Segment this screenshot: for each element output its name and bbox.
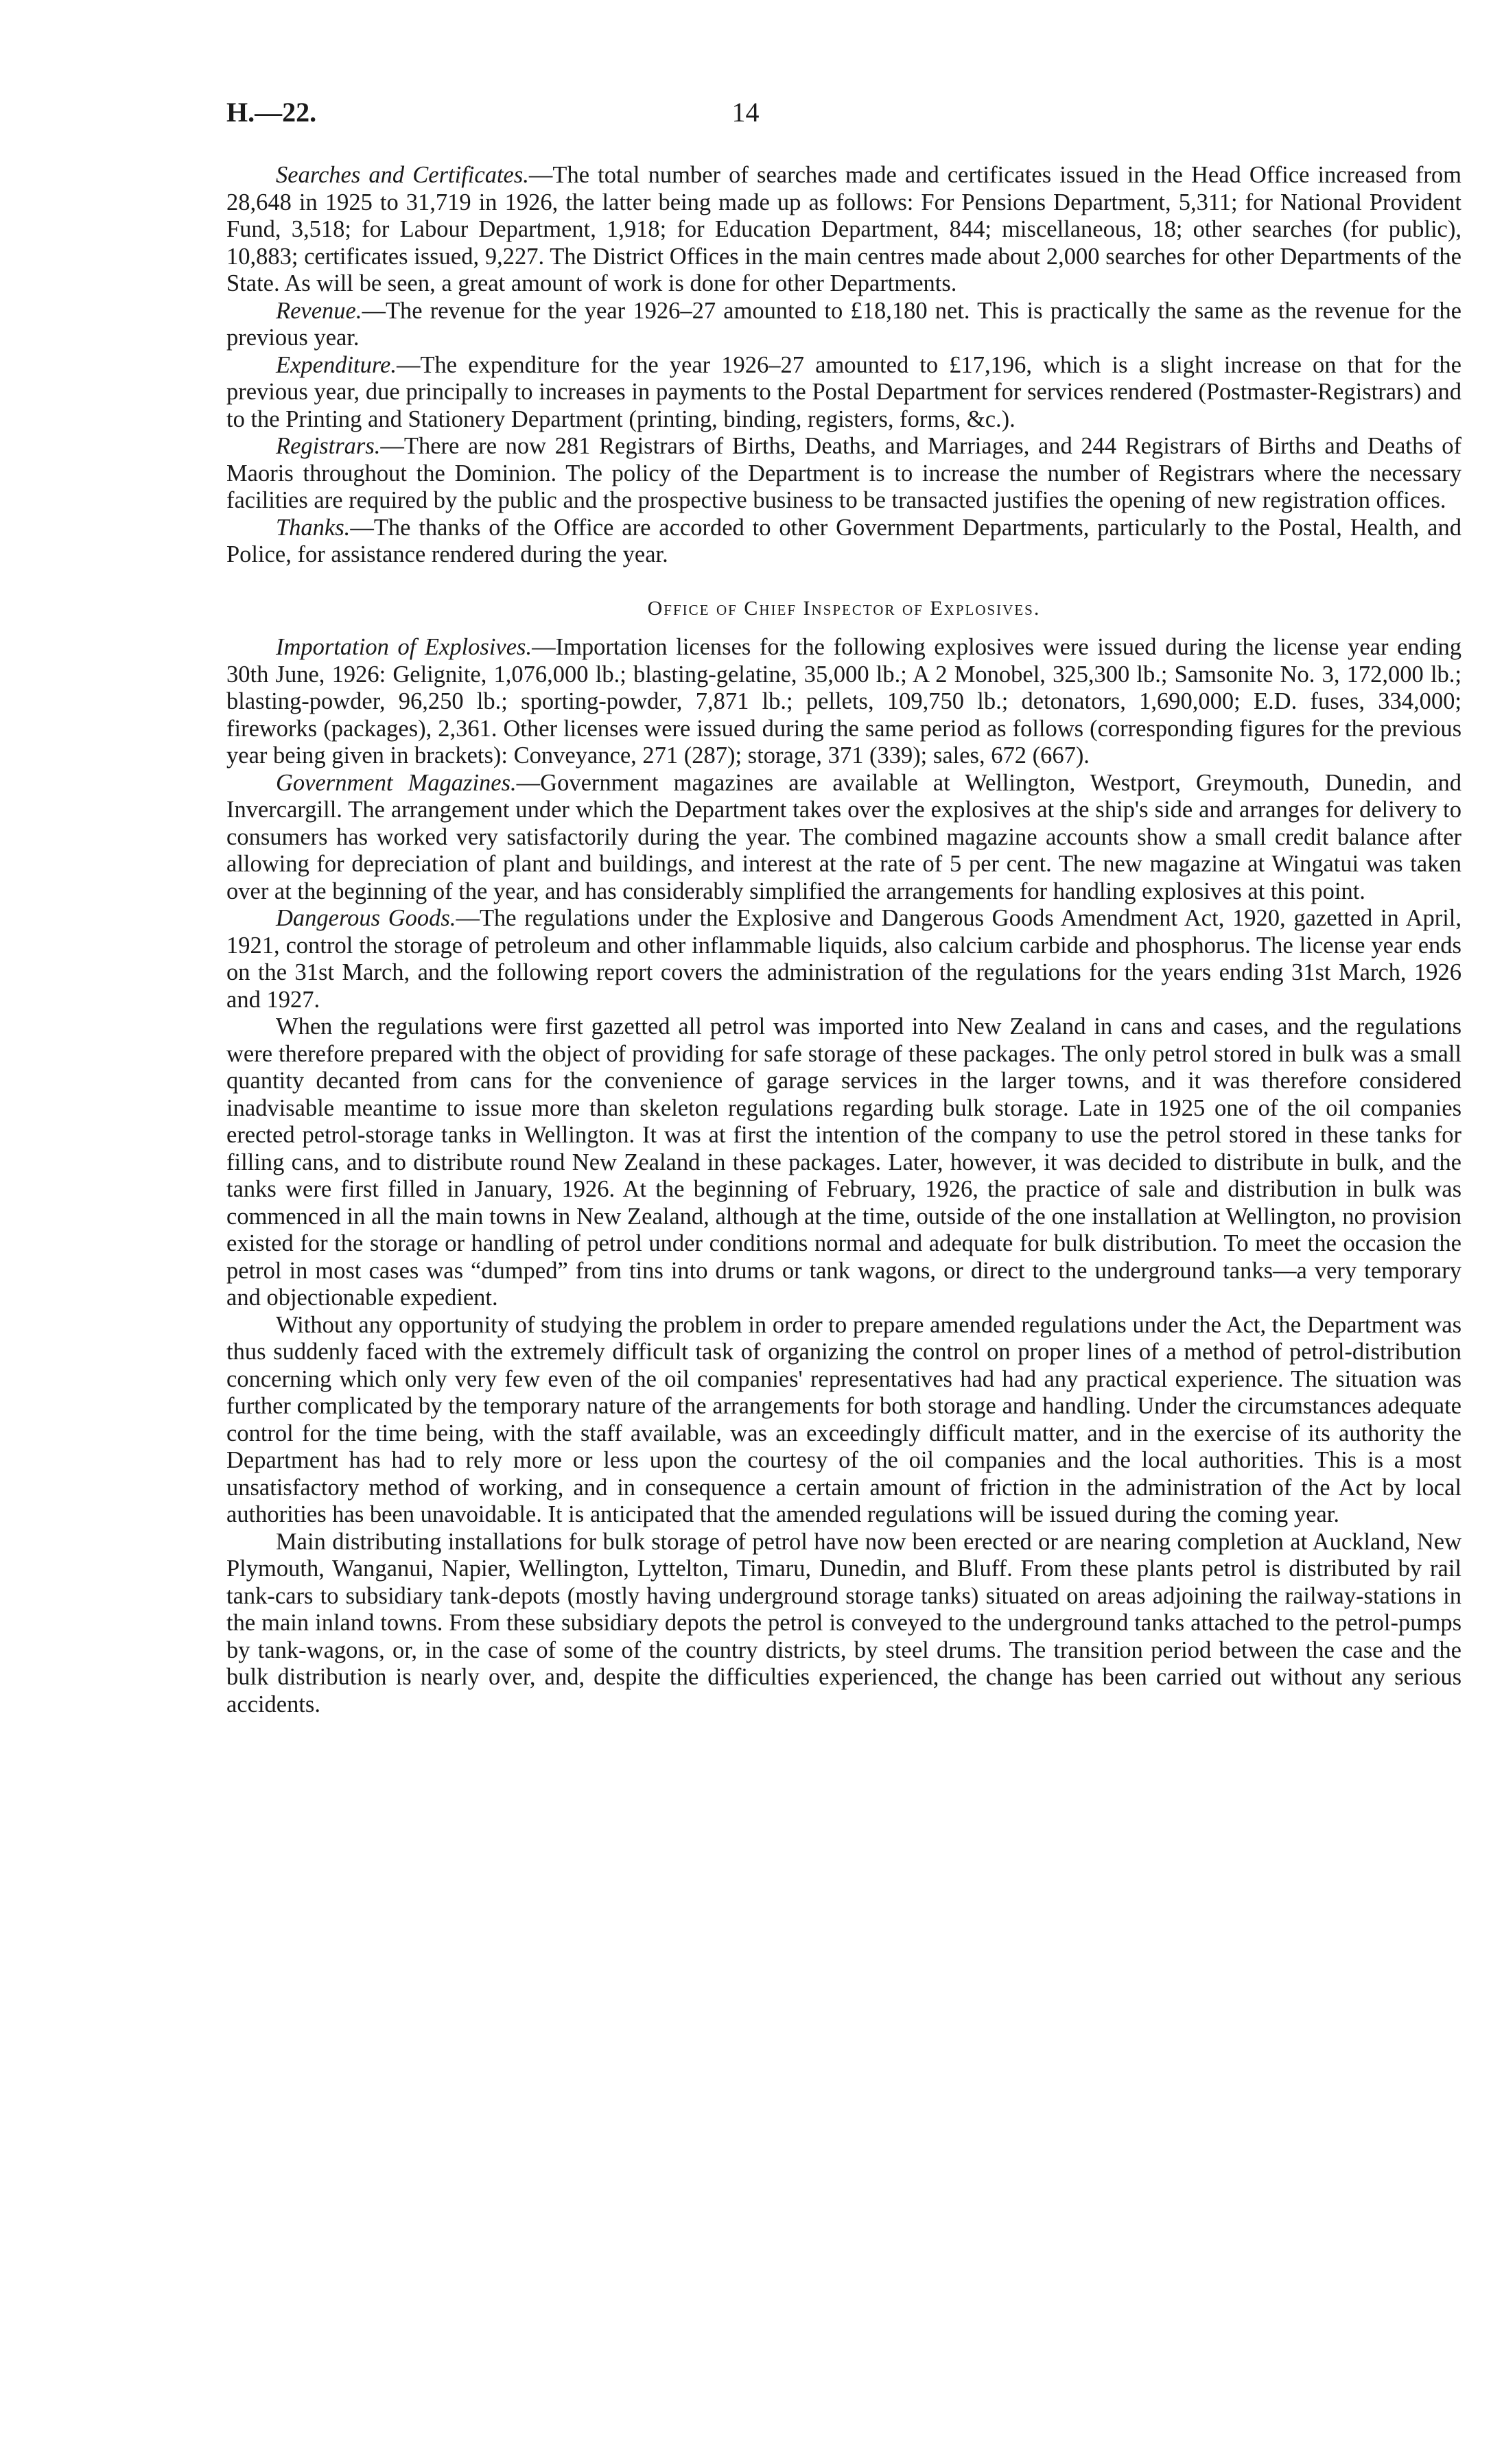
paragraph-lead: Expenditure. [276, 351, 397, 378]
paragraph-lead: Searches and Certificates. [276, 162, 529, 188]
paragraph-expenditure [226, 352, 1461, 434]
paragraph-distribution-installations [226, 1529, 1461, 1719]
paragraph-government-magazines [226, 770, 1461, 906]
paragraph-lead: Dangerous Goods. [276, 905, 456, 931]
paragraph-text: —The total number of searches made and certificates issued in the Head Office increased from 28,648 in 1925 to 31,719 in 1926, the latter being made up as follows: For Pensions Department, 5,311; for National Provident Fund, 3,518; for Labour Department, 1,918; for Education Department, 844; miscellaneous, 18; other searches (for public), 10,883; certificates issued, 9,227. The District Offices in the main centres made about 2,000 searches for other Departments of the State. As will be seen, a great amount of work is done for other Departments. [226, 162, 1461, 296]
document-reference: H.—22. [226, 97, 317, 128]
paragraph-lead: Importation of Explosives. [276, 634, 532, 660]
paragraph-text: When the regulations were first gazetted all petrol was imported into New Zealand in cans and cases, and the regulations were therefore prepared with the object of providing for safe storage of these packages. The only petrol stored in bulk was a small quantity decanted from cans for the convenience of garage services in the larger towns, and it was therefore considered inadvisable meantime to issue more than skeleton regulations regarding bulk storage. Late in 1925 one of the oil companies erected petrol-storage tanks in Wellington. It was at first the intention of the company to use the petrol stored in these tanks for filling cans, and to distribute round New Zealand in these packages. Later, however, it was decided to distribute in bulk, and the tanks were first filled in January, 1926. At the beginning of February, 1926, the practice of sale and distribution in bulk was commenced in all the main towns in New Zealand, although at the time, outside of the one installation at Wellington, no provision existed for the storage or handling of petrol under conditions normal and adequate for bulk distribution. To meet the occasion the petrol in most cases was “dumped” from tins into drums or tank wagons, or direct to the underground tanks—a very temporary and objectionable expedient. [226, 1013, 1461, 1311]
paragraph-text: Main distributing installations for bulk storage of petrol have now been erected or are nearing completion at Auckland, New Plymouth, Wanganui, Napier, Wellington, Lyttelton, Timaru, Dunedin, and Bluff. From these plants petrol is distributed by rail tank-cars to subsidiary tank-depots (mostly having underground storage tanks) situated on areas adjoining the railway-stations in the main inland towns. From these subsidiary depots the petrol is conveyed to the underground tanks attached to the petrol-pumps by tank-wagons, or, in the case of some of the country districts, by steel drums. The transition period between the case and the bulk distribution is nearly over, and, despite the difficulties experienced, the change has been carried out without any serious accidents. [226, 1528, 1461, 1717]
paragraph-text: —There are now 281 Registrars of Births, Deaths, and Marriages, and 244 Registrars of Births and Deaths of Maoris throughout the Dominion. The policy of the Department is to increase the number of Registrars where the necessary facilities are required by the public and the prospective business to be transacted justifies the opening of new registration offices. [226, 433, 1461, 513]
paragraph-text: —Government magazines are available at Wellington, Westport, Greymouth, Dunedin, and Invercargill. The arrangement under which the Department takes over the explosives at the ship's side and arranges for delivery to consumers has worked very satisfactorily during the year. The combined magazine accounts show a small credit balance after allowing for depreciation of plant and buildings, and interest at the rate of 5 per cent. The new magazine at Wingatui was taken over at the beginning of the year, and has considerably simplified the arrangements for handling explosives at this point. [226, 769, 1461, 904]
paragraph-text: Without any opportunity of studying the problem in order to prepare amended regulations under the Act, the Department was thus suddenly faced with the extremely difficult task of organizing the control on proper lines of a method of petrol-distribution concerning which only very few even of the oil companies' representatives had had any practical experience. The situation was further complicated by the temporary nature of the arrangements for both storage and handling. Under the circumstances adequate control for the time being, with the staff available, was an exceedingly difficult matter, and in the exercise of its authority the Department has had to rely more or less upon the courtesy of the oil companies and the local authorities. This is a most unsatisfactory method of working, and in consequence a certain amount of friction in the administration of the Act by local authorities has been unavoidable. It is anticipated that the amended regulations will be issued during the coming year. [226, 1311, 1461, 1527]
paragraph-lead: Registrars. [276, 433, 381, 459]
page-header [226, 96, 1265, 137]
paragraph-lead: Government Magazines. [276, 769, 517, 796]
paragraph-lead: Thanks. [276, 514, 351, 541]
paragraph-searches-certificates [226, 162, 1461, 298]
paragraph-text: —Importation licenses for the following explosives were issued during the license year ending 30th June, 1926: Gelignite, 1,076,000 lb.; blasting-gelatine, 35,000 lb.; A 2 Monobel, 325,300 lb.; Samsonite No. 3, 172,000 lb.; blasting-powder, 96,250 lb.; sporting-powder, 7,871 lb.; pellets, 109,750 lb.; detonators, 1,690,000; E.D. fuses, 334,000; fireworks (packages), 2,361. Other licenses were issued during the same period as follows (corresponding figures for the previous year being given in brackets): Conveyance, 271 (287); storage, 371 (339); sales, 672 (667). [226, 634, 1461, 768]
paragraph-lead: Revenue. [276, 297, 362, 324]
paragraph-importation-explosives [226, 634, 1461, 770]
paragraph-text: —The revenue for the year 1926–27 amounted to £18,180 net. This is practically the same as the revenue for the previous year. [226, 297, 1461, 351]
paragraph-petrol-history [226, 1013, 1461, 1312]
section-heading: Office of Chief Inspector of Explosives. [647, 596, 1041, 620]
paragraph-text: —The expenditure for the year 1926–27 amounted to £17,196, which is a slight increase on that for the previous year, due principally to increases in payments to the Postal Department for services rendered (Postmaster-Registrars) and to the Printing and Stationery Department (printing, binding, registers, forms, &c.). [226, 351, 1461, 432]
paragraph-text: —The regulations under the Explosive and Dangerous Goods Amendment Act, 1920, gazetted in April, 1921, control the storage of petroleum and other inflammable liquids, also calcium carbide and phosphorus. The license year ends on the 31st March, and the following report covers the administration of the regulations for the years ending 31st March, 1926 and 1927. [226, 905, 1462, 1013]
paragraph-registrars [226, 433, 1461, 515]
paragraph-regulation-difficulties [226, 1312, 1461, 1529]
body-text [226, 162, 1461, 1718]
paragraph-revenue [226, 298, 1461, 352]
paragraph-dangerous-goods [226, 905, 1461, 1013]
paragraph-thanks [226, 515, 1461, 569]
paragraph-text: —The thanks of the Office are accorded to other Government Departments, particularly to the Postal, Health, and Police, for assistance rendered during the year. [226, 514, 1461, 567]
page-number: 14 [731, 97, 760, 128]
